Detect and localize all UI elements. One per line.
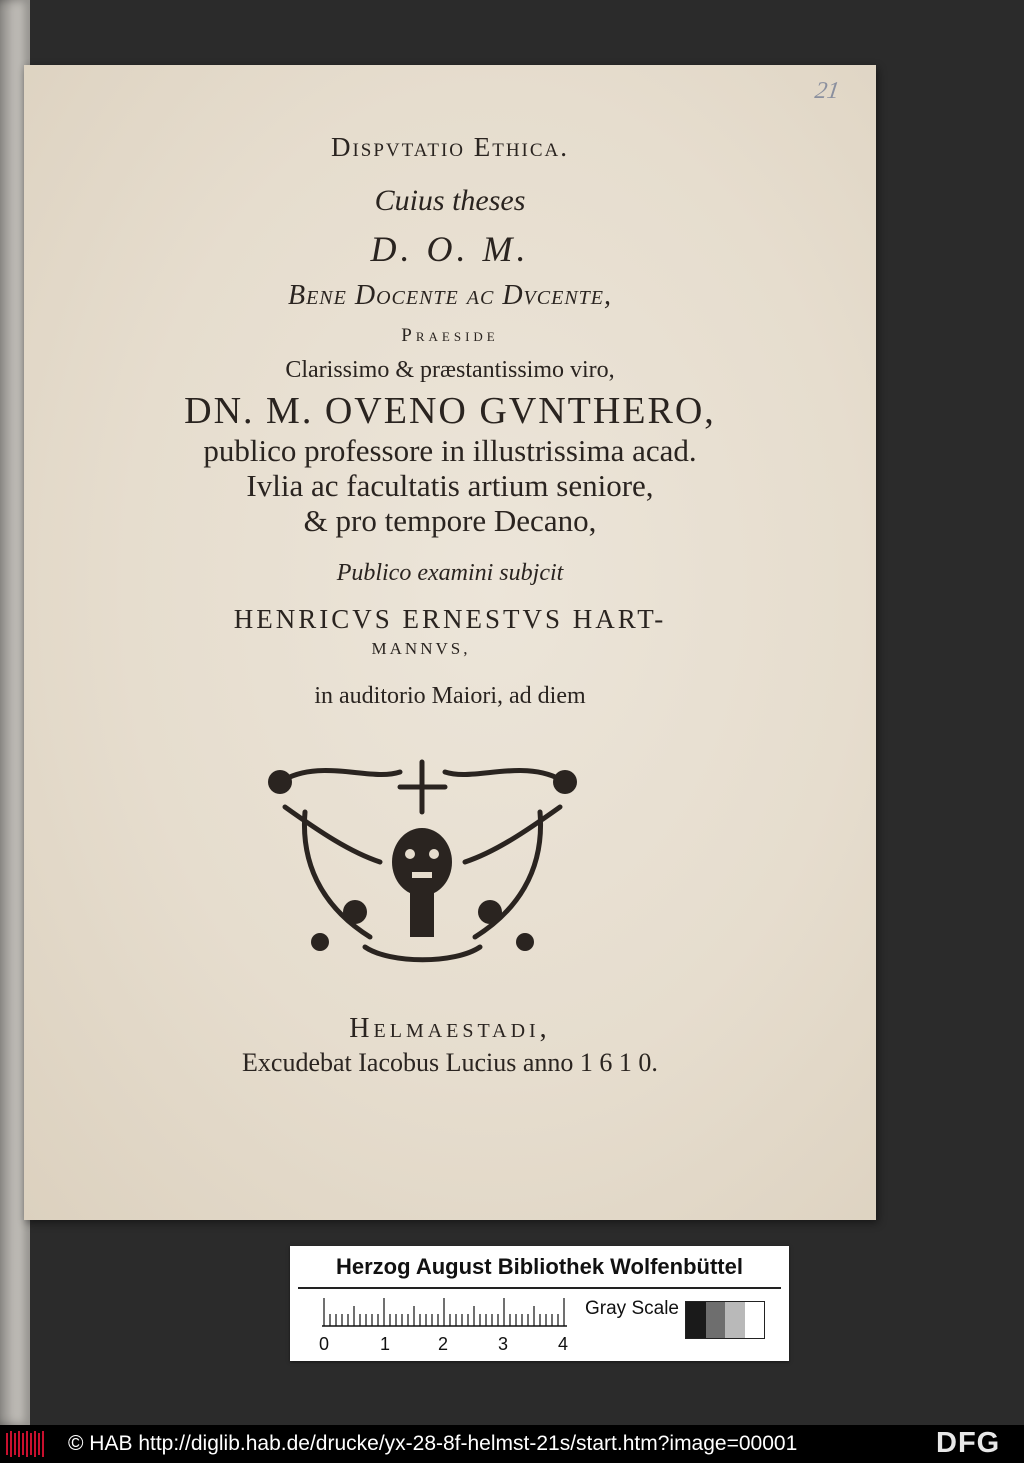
praeside-line: Praeside — [401, 325, 499, 346]
iulia-line: Ivlia ac facultatis artium seniore, — [246, 468, 654, 503]
color-reference-card — [290, 1246, 789, 1361]
printer-imprint: Excudebat Iacobus Lucius anno 1 6 1 0. — [242, 1048, 658, 1077]
gray-swatch — [686, 1302, 706, 1338]
respondent-name-line2: MANNVS, — [371, 639, 471, 658]
respondent-name-line1: HENRICVS ERNESTVS HART- — [233, 604, 667, 634]
gray-scale-label: Gray Scale — [585, 1298, 679, 1319]
praeses-name: DN. M. OVENO GVNTHERO, — [184, 390, 716, 432]
gray-scale-swatches — [685, 1301, 765, 1339]
scale-number: 3 — [498, 1334, 509, 1354]
subjicit-line: Publico examini subjcit — [336, 560, 564, 586]
page-title: Dispvtatio Ethica. — [330, 132, 570, 162]
cuius-theses-line: Cuius theses — [374, 184, 526, 217]
page-number: 21 — [813, 78, 841, 104]
professore-line: publico professore in illustrissima acad. — [203, 433, 697, 468]
scale-number: 1 — [380, 1334, 391, 1354]
scale-number: 0 — [319, 1334, 330, 1354]
place-of-printing: Helmaestadi, — [349, 1013, 551, 1044]
footer-bar — [0, 1425, 1024, 1463]
source-url-text: © HAB http://diglib.hab.de/drucke/yx-28-8f-helmst-21s/start.htm?image=00001 — [68, 1432, 798, 1455]
pro-tempore-line: & pro tempore Decano, — [303, 503, 597, 538]
dfg-logo: DFG — [932, 1427, 1000, 1460]
scale-number: 4 — [558, 1334, 569, 1354]
gray-swatch — [706, 1302, 726, 1338]
card-divider — [298, 1287, 781, 1289]
gray-swatch — [725, 1302, 745, 1338]
bene-docente-line: Bene Docente ac Dvcente, — [287, 280, 612, 311]
dom-line: D. O. M. — [370, 229, 530, 269]
gray-swatch — [745, 1302, 765, 1338]
printers-ornament-icon — [260, 752, 585, 967]
card-title: Herzog August Bibliothek Wolfenbüttel — [336, 1254, 743, 1279]
clarissimo-line: Clarissimo & præstantissimo viro, — [285, 357, 615, 383]
hab-barcode-logo-icon — [5, 1429, 47, 1459]
scale-number: 2 — [438, 1334, 449, 1354]
ruler-scale-icon — [322, 1298, 567, 1328]
auditorio-line: in auditorio Maiori, ad diem — [314, 683, 586, 709]
